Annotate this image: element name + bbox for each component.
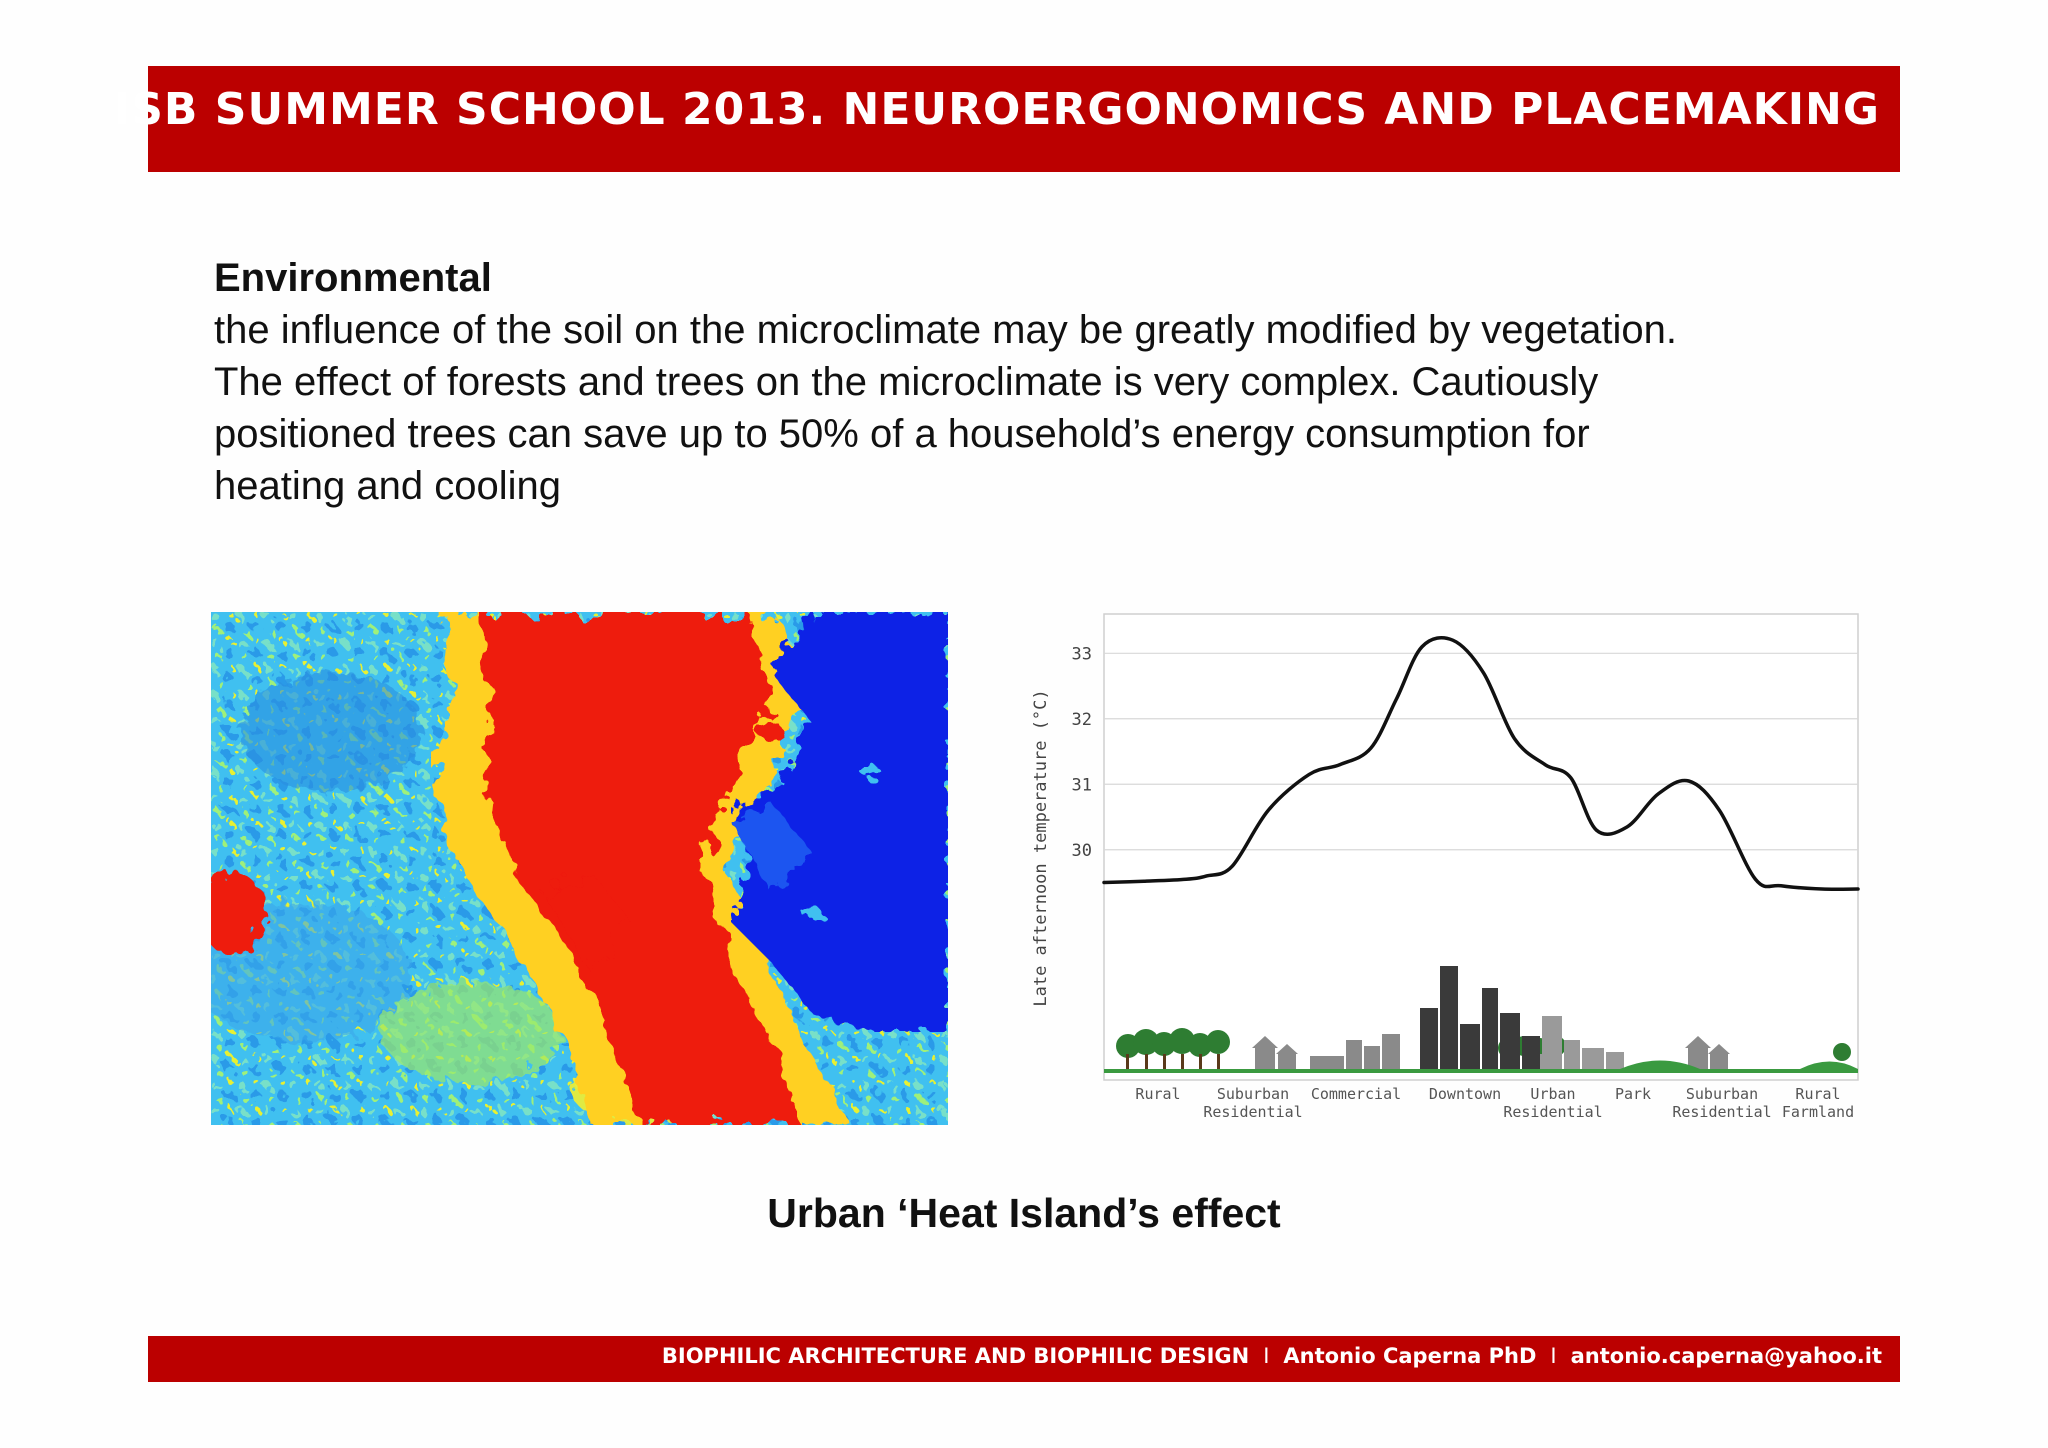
heat-map-graphic <box>211 612 948 1125</box>
x-category-label: Rural <box>1135 1085 1181 1103</box>
chart-svg <box>1000 608 1870 1140</box>
x-category-label: Residential <box>1203 1103 1303 1121</box>
footer-author: Antonio Caperna PhD <box>1283 1344 1537 1368</box>
paragraph-line-4: heating and cooling <box>214 464 561 508</box>
y-axis-label: Late afternoon temperature (°C) <box>1031 689 1051 1007</box>
slide-title: ISB SUMMER SCHOOL 2013. NEUROERGONOMICS AND PLACEMAKING <box>113 84 1880 135</box>
x-category-label: Farmland <box>1781 1103 1855 1121</box>
plot-frame <box>1104 614 1858 1080</box>
x-category-label: Park <box>1614 1085 1652 1103</box>
x-category-label: Suburban <box>1216 1085 1290 1103</box>
footer-separator: I <box>1263 1344 1270 1368</box>
x-category-label: Downtown <box>1428 1085 1502 1103</box>
paragraph-line-1: the influence of the soil on the microclimate may be greatly modified by vegetation. <box>214 308 1678 352</box>
section-heading: Environmental <box>214 256 492 300</box>
x-category-label: Residential <box>1672 1103 1772 1121</box>
x-category-label: Residential <box>1503 1103 1603 1121</box>
header-bar <box>113 66 1900 172</box>
figure-caption: Urban ‘Heat Island’s effect <box>767 1190 1281 1236</box>
footer-bar <box>148 1336 1900 1382</box>
y-tick-label: 33 <box>1071 644 1092 665</box>
x-category-label: Suburban <box>1685 1085 1759 1103</box>
footer-separator-2: I <box>1550 1344 1557 1368</box>
x-category-label: Urban <box>1530 1085 1576 1103</box>
y-tick-label: 31 <box>1071 775 1092 796</box>
paragraph-line-2: The effect of forests and trees on the microclimate is very complex. Cautiously <box>214 360 1599 404</box>
heat-island-chart <box>1000 608 1870 1140</box>
footer-course: BIOPHILIC ARCHITECTURE AND BIOPHILIC DESIGN <box>661 1344 1250 1368</box>
thermal-satellite-image <box>211 612 948 1125</box>
x-category-label: Commercial <box>1310 1085 1402 1103</box>
footer-email: antonio.caperna@yahoo.it <box>1570 1344 1882 1368</box>
text-block <box>214 252 1894 512</box>
paragraph-line-3: positioned trees can save up to 50% of a household’s energy consumption for <box>214 412 1590 456</box>
x-category-label: Rural <box>1795 1085 1841 1103</box>
y-tick-label: 30 <box>1071 840 1092 861</box>
footer-credits <box>662 1344 1882 1368</box>
y-tick-label: 32 <box>1071 709 1092 730</box>
